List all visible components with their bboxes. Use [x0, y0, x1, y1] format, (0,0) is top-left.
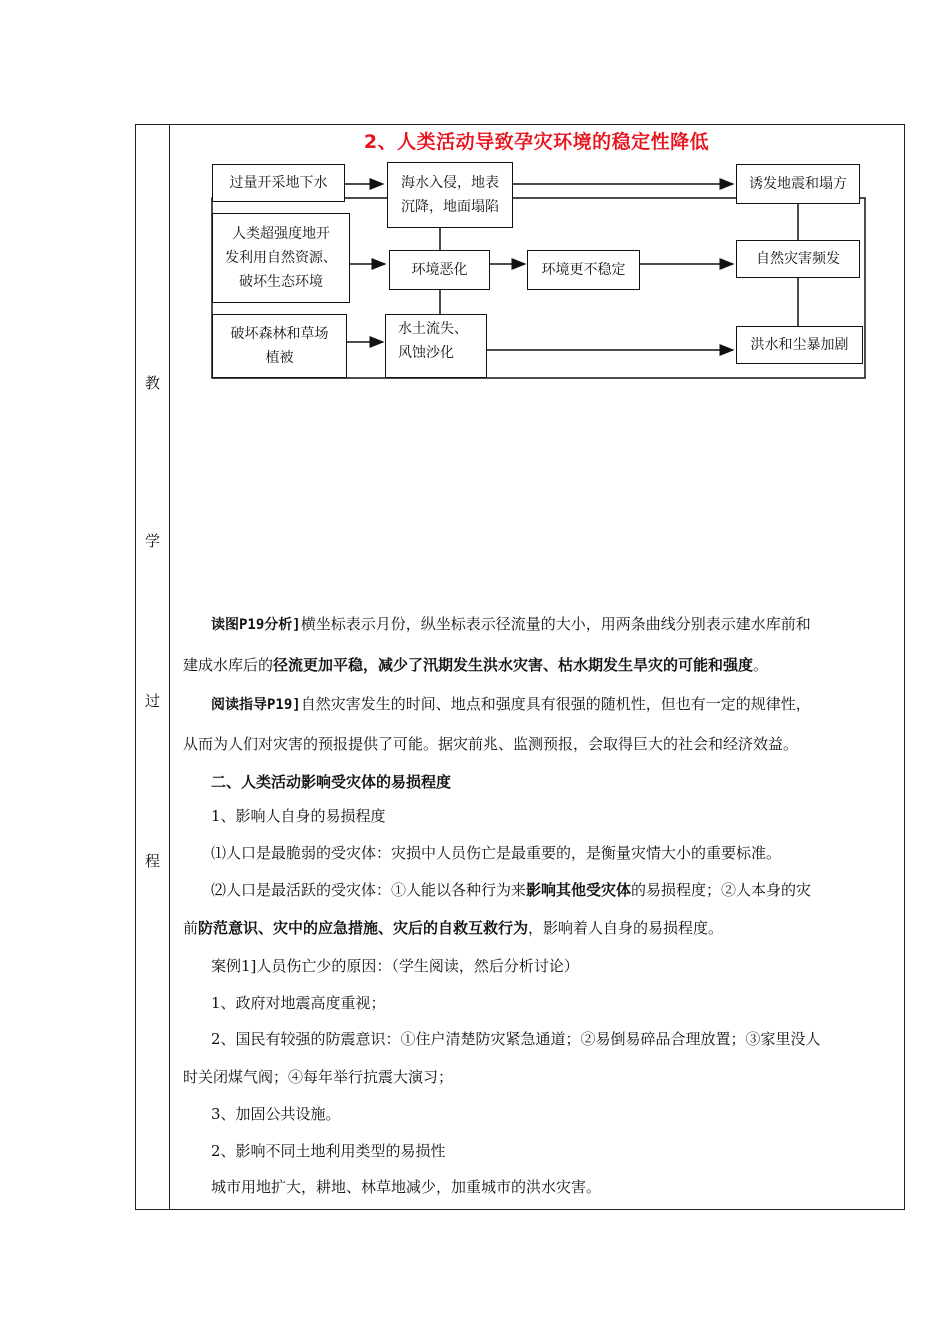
bold-text: 防范意识、灾中的应急措施、灾后的自救互救行为: [198, 919, 529, 937]
label: 读图P19分析]: [211, 617, 301, 633]
label: 阅读指导P19]: [211, 697, 301, 713]
box-seawater-intrusion: [387, 162, 513, 228]
paragraph-reading-guide: [183, 694, 926, 715]
subsection-heading: 1、影响人自身的易损程度: [211, 807, 386, 825]
column-char: 教: [144, 374, 160, 392]
paragraph-read-figure: [183, 614, 926, 635]
text: 。: [753, 656, 769, 674]
box-line: 破坏生态环境: [239, 274, 323, 290]
paragraph: ⑴人口是最脆弱的受灾体：灾损中人员伤亡是最重要的，是衡量灾情大小的重要标准。: [211, 844, 782, 862]
case-heading: 案例1]人员伤亡少的原因：（学生阅读，然后分析讨论）: [211, 957, 579, 975]
paragraph: 城市用地扩大，耕地、林草地减少，加重城市的洪水灾害。: [211, 1178, 602, 1196]
box-line: 人类超强度地开: [232, 226, 330, 242]
box-line: 水土流失、: [398, 321, 468, 337]
box-line: 植被: [265, 350, 294, 366]
box-line: 发利用自然资源、: [225, 250, 337, 266]
subsection-heading: 2、影响不同土地利用类型的易损性: [211, 1142, 446, 1160]
text: ，影响着人自身的易损程度。: [528, 919, 724, 937]
text: ⑵人口是最活跃的受灾体：①人能以各种行为来: [211, 881, 527, 899]
paragraph-read-figure-cont: [183, 655, 898, 675]
box-line: 海水入侵，地表: [401, 175, 499, 191]
text: 横坐标表示月份，纵坐标表示径流量的大小，用两条曲线分别表示建水库前和: [300, 615, 811, 633]
box-induce-earthquake: 诱发地震和塌方: [736, 164, 860, 204]
box-environment-worse: 环境恶化: [389, 250, 490, 290]
box-environment-unstable: 环境更不稳定: [527, 250, 640, 290]
section-heading: 二、人类活动影响受灾体的易损程度: [211, 773, 452, 791]
box-overexploit-groundwater: 过量开采地下水: [212, 164, 345, 202]
text: 前: [183, 919, 199, 937]
list-item-cont: 时关闭煤气阀；④每年举行抗震大演习；: [183, 1068, 454, 1086]
box-flood-dust: 洪水和尘暴加剧: [736, 326, 863, 364]
list-item: 2、国民有较强的防震意识：①住户清楚防灾紧急通道；②易倒易碎品合理放置；③家里没人: [211, 1030, 821, 1048]
text: 的易损程度；②人本身的灾: [631, 881, 812, 899]
text: 建成水库后的: [183, 656, 274, 674]
bold-text: 径流更加平稳，减少了汛期发生洪水灾害、枯水期发生旱灾的可能和强度: [273, 656, 754, 674]
column-char: 学: [144, 532, 160, 550]
diagram-title: 2、人类活动导致孕灾环境的稳定性降低: [363, 131, 710, 153]
box-line: 风蚀沙化: [398, 345, 454, 361]
box-line: 沉降，地面塌陷: [401, 199, 499, 215]
box-disaster-frequent: 自然灾害频发: [736, 240, 860, 278]
box-destroy-forest: [212, 314, 347, 378]
column-char: 过: [144, 692, 160, 710]
box-human-development: [212, 213, 350, 303]
box-line: 破坏森林和草场: [230, 326, 329, 342]
bold-text: 影响其他受灾体: [526, 881, 632, 899]
list-item: 1、政府对地震高度重视；: [211, 994, 386, 1012]
paragraph: [183, 880, 926, 900]
text: 自然灾害发生的时间、地点和强度具有很强的随机性，但也有一定的规律性，: [300, 695, 811, 713]
box-soil-erosion: [385, 314, 487, 378]
paragraph-reading-guide-cont: 从而为人们对灾害的预报提供了可能。据灾前兆、监测预报，会取得巨大的社会和经济效益。: [183, 735, 799, 753]
column-char: 程: [144, 852, 160, 870]
list-item: 3、加固公共设施。: [211, 1105, 341, 1123]
paragraph: [183, 918, 898, 938]
